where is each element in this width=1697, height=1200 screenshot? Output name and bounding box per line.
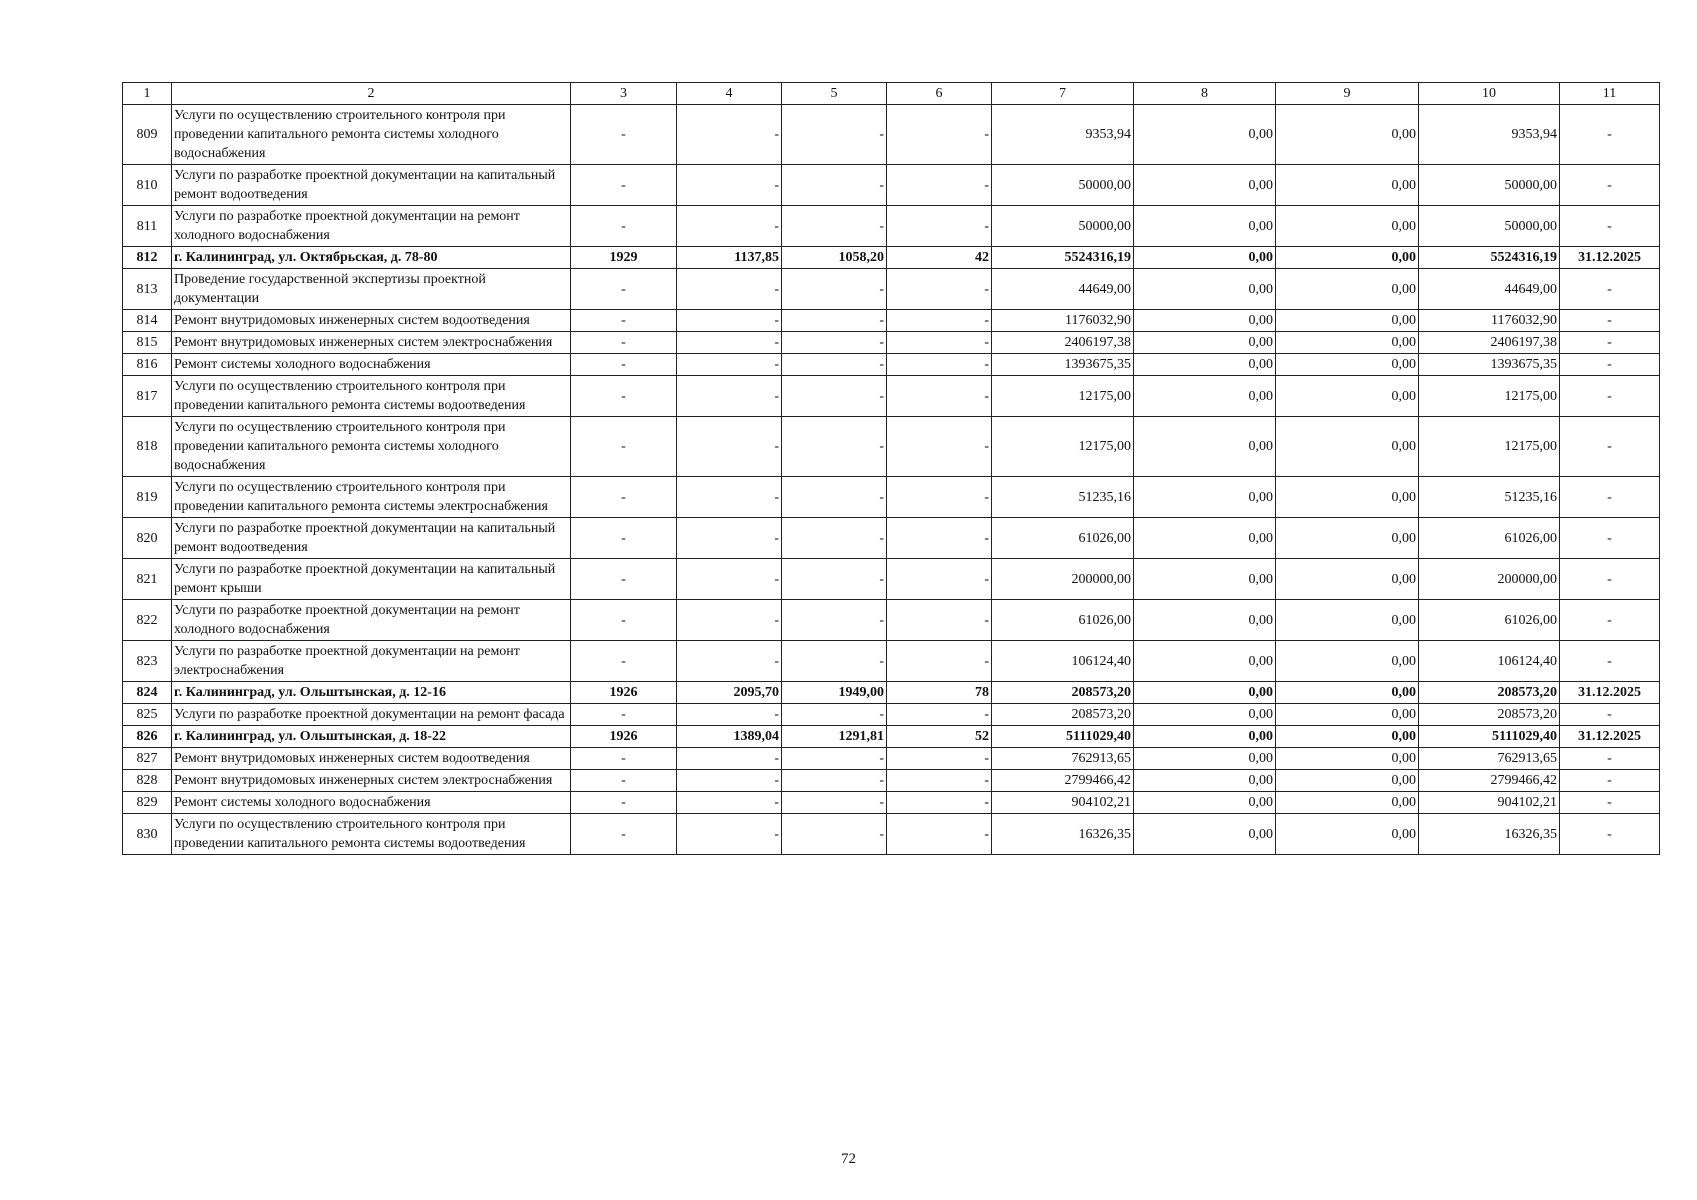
residents-count-cell: - <box>887 641 992 682</box>
living-area-cell: - <box>782 376 887 417</box>
living-area-cell: - <box>782 792 887 814</box>
cost-col-8-cell: 0,00 <box>1134 748 1276 770</box>
total-area-cell: - <box>677 792 782 814</box>
cost-col-9-cell: 0,00 <box>1276 376 1419 417</box>
cost-col-8-cell: 0,00 <box>1134 641 1276 682</box>
build-year-cell: - <box>571 354 677 376</box>
deadline-cell: - <box>1560 269 1660 310</box>
living-area-cell: - <box>782 748 887 770</box>
living-area-cell: - <box>782 206 887 247</box>
deadline-cell: - <box>1560 600 1660 641</box>
cost-col-8-cell: 0,00 <box>1134 206 1276 247</box>
column-header: 11 <box>1560 83 1660 105</box>
cost-col-8-cell: 0,00 <box>1134 105 1276 165</box>
cost-col-8-cell: 0,00 <box>1134 354 1276 376</box>
row-description-cell: Ремонт внутридомовых инженерных систем электроснабжения <box>172 332 571 354</box>
cost-col-9-cell: 0,00 <box>1276 704 1419 726</box>
cost-col-9-cell: 0,00 <box>1276 165 1419 206</box>
residents-count-cell: - <box>887 206 992 247</box>
cost-col-10-cell: 2799466,42 <box>1419 770 1560 792</box>
total-area-cell: - <box>677 376 782 417</box>
total-area-cell: - <box>677 354 782 376</box>
cost-col-10-cell: 1176032,90 <box>1419 310 1560 332</box>
residents-count-cell: 78 <box>887 682 992 704</box>
cost-col-8-cell: 0,00 <box>1134 417 1276 477</box>
row-number-cell: 817 <box>123 376 172 417</box>
build-year-cell: - <box>571 792 677 814</box>
residents-count-cell: - <box>887 165 992 206</box>
cost-total-cell: 2406197,38 <box>992 332 1134 354</box>
table-row <box>123 641 1660 682</box>
deadline-cell: - <box>1560 748 1660 770</box>
cost-total-cell: 61026,00 <box>992 518 1134 559</box>
row-description-cell: Ремонт внутридомовых инженерных систем электроснабжения <box>172 770 571 792</box>
table-row <box>123 269 1660 310</box>
total-area-cell: - <box>677 165 782 206</box>
deadline-cell: - <box>1560 641 1660 682</box>
deadline-cell: - <box>1560 814 1660 855</box>
total-area-cell: - <box>677 748 782 770</box>
residents-count-cell: - <box>887 748 992 770</box>
row-number-cell: 814 <box>123 310 172 332</box>
living-area-cell: - <box>782 354 887 376</box>
cost-col-10-cell: 51235,16 <box>1419 477 1560 518</box>
cost-total-cell: 50000,00 <box>992 165 1134 206</box>
cost-col-9-cell: 0,00 <box>1276 269 1419 310</box>
row-number-cell: 812 <box>123 247 172 269</box>
cost-col-8-cell: 0,00 <box>1134 269 1276 310</box>
column-header: 6 <box>887 83 992 105</box>
cost-col-9-cell: 0,00 <box>1276 105 1419 165</box>
build-year-cell: - <box>571 269 677 310</box>
cost-total-cell: 44649,00 <box>992 269 1134 310</box>
cost-col-10-cell: 16326,35 <box>1419 814 1560 855</box>
row-number-cell: 810 <box>123 165 172 206</box>
column-header: 9 <box>1276 83 1419 105</box>
cost-total-cell: 51235,16 <box>992 477 1134 518</box>
row-description-cell: Услуги по разработке проектной документации на капитальный ремонт водоотведения <box>172 165 571 206</box>
cost-col-10-cell: 50000,00 <box>1419 206 1560 247</box>
living-area-cell: - <box>782 704 887 726</box>
total-area-cell: - <box>677 641 782 682</box>
row-description-cell: Ремонт внутридомовых инженерных систем водоотведения <box>172 748 571 770</box>
row-description-cell: Ремонт системы холодного водоснабжения <box>172 792 571 814</box>
living-area-cell: - <box>782 770 887 792</box>
row-description-cell: г. Калининград, ул. Октябрьская, д. 78-80 <box>172 247 571 269</box>
cost-col-10-cell: 2406197,38 <box>1419 332 1560 354</box>
deadline-cell: - <box>1560 105 1660 165</box>
row-number-cell: 828 <box>123 770 172 792</box>
column-header: 2 <box>172 83 571 105</box>
table-row <box>123 165 1660 206</box>
total-area-cell: - <box>677 704 782 726</box>
deadline-cell: - <box>1560 310 1660 332</box>
cost-col-8-cell: 0,00 <box>1134 518 1276 559</box>
column-header: 1 <box>123 83 172 105</box>
cost-col-10-cell: 9353,94 <box>1419 105 1560 165</box>
cost-col-9-cell: 0,00 <box>1276 792 1419 814</box>
row-number-cell: 813 <box>123 269 172 310</box>
total-area-cell: - <box>677 600 782 641</box>
row-description-cell: Услуги по разработке проектной документации на капитальный ремонт водоотведения <box>172 518 571 559</box>
build-year-cell: - <box>571 417 677 477</box>
cost-col-8-cell: 0,00 <box>1134 682 1276 704</box>
cost-col-9-cell: 0,00 <box>1276 748 1419 770</box>
deadline-cell: - <box>1560 792 1660 814</box>
column-header: 3 <box>571 83 677 105</box>
row-description-cell: Услуги по осуществлению строительного контроля при проведении капитального ремонта системы электроснабжения <box>172 477 571 518</box>
living-area-cell: - <box>782 600 887 641</box>
residents-count-cell: - <box>887 354 992 376</box>
cost-col-9-cell: 0,00 <box>1276 477 1419 518</box>
build-year-cell: - <box>571 310 677 332</box>
cost-col-10-cell: 904102,21 <box>1419 792 1560 814</box>
cost-col-8-cell: 0,00 <box>1134 376 1276 417</box>
table-row <box>123 682 1660 704</box>
deadline-cell: 31.12.2025 <box>1560 726 1660 748</box>
table-row <box>123 600 1660 641</box>
cost-col-8-cell: 0,00 <box>1134 770 1276 792</box>
cost-col-9-cell: 0,00 <box>1276 814 1419 855</box>
cost-col-10-cell: 208573,20 <box>1419 682 1560 704</box>
cost-col-8-cell: 0,00 <box>1134 559 1276 600</box>
cost-col-8-cell: 0,00 <box>1134 814 1276 855</box>
living-area-cell: - <box>782 518 887 559</box>
table-row <box>123 792 1660 814</box>
cost-col-10-cell: 106124,40 <box>1419 641 1560 682</box>
table-row <box>123 376 1660 417</box>
build-year-cell: - <box>571 332 677 354</box>
living-area-cell: - <box>782 559 887 600</box>
cost-col-9-cell: 0,00 <box>1276 206 1419 247</box>
living-area-cell: - <box>782 332 887 354</box>
build-year-cell: - <box>571 641 677 682</box>
cost-total-cell: 904102,21 <box>992 792 1134 814</box>
table-body <box>123 105 1660 855</box>
build-year-cell: - <box>571 105 677 165</box>
deadline-cell: - <box>1560 417 1660 477</box>
cost-col-8-cell: 0,00 <box>1134 310 1276 332</box>
cost-col-8-cell: 0,00 <box>1134 704 1276 726</box>
cost-total-cell: 12175,00 <box>992 376 1134 417</box>
row-number-cell: 819 <box>123 477 172 518</box>
living-area-cell: - <box>782 269 887 310</box>
living-area-cell: - <box>782 641 887 682</box>
residents-count-cell: - <box>887 704 992 726</box>
total-area-cell: - <box>677 310 782 332</box>
cost-col-8-cell: 0,00 <box>1134 247 1276 269</box>
cost-col-10-cell: 1393675,35 <box>1419 354 1560 376</box>
residents-count-cell: 52 <box>887 726 992 748</box>
living-area-cell: - <box>782 477 887 518</box>
column-header: 7 <box>992 83 1134 105</box>
living-area-cell: - <box>782 814 887 855</box>
living-area-cell: 1291,81 <box>782 726 887 748</box>
cost-col-8-cell: 0,00 <box>1134 165 1276 206</box>
living-area-cell: - <box>782 165 887 206</box>
column-header: 8 <box>1134 83 1276 105</box>
cost-col-10-cell: 5111029,40 <box>1419 726 1560 748</box>
cost-col-9-cell: 0,00 <box>1276 417 1419 477</box>
deadline-cell: - <box>1560 518 1660 559</box>
row-number-cell: 824 <box>123 682 172 704</box>
row-description-cell: г. Калининград, ул. Ольштынская, д. 18-22 <box>172 726 571 748</box>
total-area-cell: - <box>677 269 782 310</box>
column-header: 4 <box>677 83 782 105</box>
residents-count-cell: - <box>887 269 992 310</box>
row-description-cell: Услуги по осуществлению строительного контроля при проведении капитального ремонта системы водоотведения <box>172 376 571 417</box>
deadline-cell: 31.12.2025 <box>1560 247 1660 269</box>
deadline-cell: - <box>1560 376 1660 417</box>
residents-count-cell: - <box>887 559 992 600</box>
cost-col-10-cell: 200000,00 <box>1419 559 1560 600</box>
table-row <box>123 247 1660 269</box>
cost-total-cell: 5524316,19 <box>992 247 1134 269</box>
deadline-cell: - <box>1560 559 1660 600</box>
row-number-cell: 815 <box>123 332 172 354</box>
row-number-cell: 829 <box>123 792 172 814</box>
cost-total-cell: 762913,65 <box>992 748 1134 770</box>
total-area-cell: 1389,04 <box>677 726 782 748</box>
cost-total-cell: 61026,00 <box>992 600 1134 641</box>
row-description-cell: Услуги по осуществлению строительного контроля при проведении капитального ремонта системы водоотведения <box>172 814 571 855</box>
build-year-cell: - <box>571 376 677 417</box>
living-area-cell: - <box>782 310 887 332</box>
row-number-cell: 816 <box>123 354 172 376</box>
residents-count-cell: - <box>887 332 992 354</box>
build-year-cell: - <box>571 704 677 726</box>
row-number-cell: 830 <box>123 814 172 855</box>
row-number-cell: 826 <box>123 726 172 748</box>
row-description-cell: Услуги по осуществлению строительного контроля при проведении капитального ремонта системы холодного водоснабжения <box>172 105 571 165</box>
cost-col-9-cell: 0,00 <box>1276 310 1419 332</box>
table-row <box>123 206 1660 247</box>
row-description-cell: Услуги по разработке проектной документации на капитальный ремонт крыши <box>172 559 571 600</box>
row-description-cell: Ремонт системы холодного водоснабжения <box>172 354 571 376</box>
cost-col-9-cell: 0,00 <box>1276 726 1419 748</box>
row-description-cell: Услуги по разработке проектной документации на ремонт фасада <box>172 704 571 726</box>
living-area-cell: 1058,20 <box>782 247 887 269</box>
living-area-cell: 1949,00 <box>782 682 887 704</box>
residents-count-cell: - <box>887 477 992 518</box>
total-area-cell: - <box>677 105 782 165</box>
residents-count-cell: - <box>887 518 992 559</box>
table-row <box>123 770 1660 792</box>
residents-count-cell: - <box>887 600 992 641</box>
row-description-cell: Проведение государственной экспертизы проектной документации <box>172 269 571 310</box>
cost-col-10-cell: 208573,20 <box>1419 704 1560 726</box>
table-row <box>123 559 1660 600</box>
total-area-cell: - <box>677 417 782 477</box>
row-number-cell: 818 <box>123 417 172 477</box>
cost-total-cell: 50000,00 <box>992 206 1134 247</box>
cost-total-cell: 208573,20 <box>992 704 1134 726</box>
row-number-cell: 825 <box>123 704 172 726</box>
living-area-cell: - <box>782 105 887 165</box>
cost-col-9-cell: 0,00 <box>1276 247 1419 269</box>
table-row <box>123 814 1660 855</box>
deadline-cell: - <box>1560 354 1660 376</box>
page-number: 72 <box>841 1151 856 1167</box>
cost-total-cell: 12175,00 <box>992 417 1134 477</box>
deadline-cell: 31.12.2025 <box>1560 682 1660 704</box>
cost-col-9-cell: 0,00 <box>1276 332 1419 354</box>
build-year-cell: - <box>571 600 677 641</box>
row-description-cell: г. Калининград, ул. Ольштынская, д. 12-16 <box>172 682 571 704</box>
row-number-cell: 811 <box>123 206 172 247</box>
cost-col-10-cell: 61026,00 <box>1419 518 1560 559</box>
cost-col-9-cell: 0,00 <box>1276 641 1419 682</box>
build-year-cell: - <box>571 477 677 518</box>
cost-total-cell: 9353,94 <box>992 105 1134 165</box>
cost-col-10-cell: 12175,00 <box>1419 376 1560 417</box>
column-header: 10 <box>1419 83 1560 105</box>
row-number-cell: 821 <box>123 559 172 600</box>
cost-total-cell: 2799466,42 <box>992 770 1134 792</box>
cost-col-9-cell: 0,00 <box>1276 559 1419 600</box>
total-area-cell: - <box>677 206 782 247</box>
table-row <box>123 105 1660 165</box>
cost-total-cell: 208573,20 <box>992 682 1134 704</box>
column-header: 5 <box>782 83 887 105</box>
cost-col-9-cell: 0,00 <box>1276 682 1419 704</box>
total-area-cell: 2095,70 <box>677 682 782 704</box>
residents-count-cell: - <box>887 105 992 165</box>
total-area-cell: - <box>677 814 782 855</box>
cost-col-9-cell: 0,00 <box>1276 600 1419 641</box>
build-year-cell: 1929 <box>571 247 677 269</box>
table-row <box>123 704 1660 726</box>
cost-col-8-cell: 0,00 <box>1134 332 1276 354</box>
build-year-cell: 1926 <box>571 726 677 748</box>
residents-count-cell: - <box>887 376 992 417</box>
cost-total-cell: 1176032,90 <box>992 310 1134 332</box>
build-year-cell: - <box>571 770 677 792</box>
build-year-cell: - <box>571 165 677 206</box>
cost-total-cell: 16326,35 <box>992 814 1134 855</box>
row-number-cell: 809 <box>123 105 172 165</box>
cost-col-10-cell: 61026,00 <box>1419 600 1560 641</box>
cost-col-8-cell: 0,00 <box>1134 600 1276 641</box>
build-year-cell: 1926 <box>571 682 677 704</box>
deadline-cell: - <box>1560 704 1660 726</box>
cost-total-cell: 5111029,40 <box>992 726 1134 748</box>
residents-count-cell: 42 <box>887 247 992 269</box>
cost-col-9-cell: 0,00 <box>1276 354 1419 376</box>
total-area-cell: - <box>677 770 782 792</box>
table-row <box>123 748 1660 770</box>
table-row <box>123 726 1660 748</box>
total-area-cell: - <box>677 477 782 518</box>
cost-col-9-cell: 0,00 <box>1276 770 1419 792</box>
row-number-cell: 820 <box>123 518 172 559</box>
row-number-cell: 827 <box>123 748 172 770</box>
total-area-cell: - <box>677 332 782 354</box>
build-year-cell: - <box>571 814 677 855</box>
deadline-cell: - <box>1560 165 1660 206</box>
residents-count-cell: - <box>887 770 992 792</box>
cost-total-cell: 200000,00 <box>992 559 1134 600</box>
total-area-cell: - <box>677 559 782 600</box>
deadline-cell: - <box>1560 770 1660 792</box>
cost-col-8-cell: 0,00 <box>1134 792 1276 814</box>
residents-count-cell: - <box>887 792 992 814</box>
table-row <box>123 518 1660 559</box>
residents-count-cell: - <box>887 417 992 477</box>
deadline-cell: - <box>1560 206 1660 247</box>
header-row <box>123 83 1660 105</box>
cost-col-10-cell: 762913,65 <box>1419 748 1560 770</box>
row-description-cell: Услуги по разработке проектной документации на ремонт холодного водоснабжения <box>172 206 571 247</box>
table-row <box>123 310 1660 332</box>
row-description-cell: Услуги по осуществлению строительного контроля при проведении капитального ремонта системы холодного водоснабжения <box>172 417 571 477</box>
table-row <box>123 332 1660 354</box>
build-year-cell: - <box>571 748 677 770</box>
row-description-cell: Ремонт внутридомовых инженерных систем водоотведения <box>172 310 571 332</box>
total-area-cell: - <box>677 518 782 559</box>
deadline-cell: - <box>1560 332 1660 354</box>
row-description-cell: Услуги по разработке проектной документации на ремонт холодного водоснабжения <box>172 600 571 641</box>
cost-col-10-cell: 50000,00 <box>1419 165 1560 206</box>
data-table <box>122 82 1660 855</box>
build-year-cell: - <box>571 518 677 559</box>
build-year-cell: - <box>571 559 677 600</box>
row-description-cell: Услуги по разработке проектной документации на ремонт электроснабжения <box>172 641 571 682</box>
residents-count-cell: - <box>887 310 992 332</box>
table-row <box>123 417 1660 477</box>
cost-total-cell: 106124,40 <box>992 641 1134 682</box>
total-area-cell: 1137,85 <box>677 247 782 269</box>
row-number-cell: 822 <box>123 600 172 641</box>
cost-col-10-cell: 44649,00 <box>1419 269 1560 310</box>
table-row <box>123 477 1660 518</box>
row-number-cell: 823 <box>123 641 172 682</box>
build-year-cell: - <box>571 206 677 247</box>
living-area-cell: - <box>782 417 887 477</box>
table-row <box>123 354 1660 376</box>
cost-col-9-cell: 0,00 <box>1276 518 1419 559</box>
cost-col-10-cell: 5524316,19 <box>1419 247 1560 269</box>
cost-col-10-cell: 12175,00 <box>1419 417 1560 477</box>
cost-col-8-cell: 0,00 <box>1134 477 1276 518</box>
cost-total-cell: 1393675,35 <box>992 354 1134 376</box>
cost-col-8-cell: 0,00 <box>1134 726 1276 748</box>
deadline-cell: - <box>1560 477 1660 518</box>
residents-count-cell: - <box>887 814 992 855</box>
